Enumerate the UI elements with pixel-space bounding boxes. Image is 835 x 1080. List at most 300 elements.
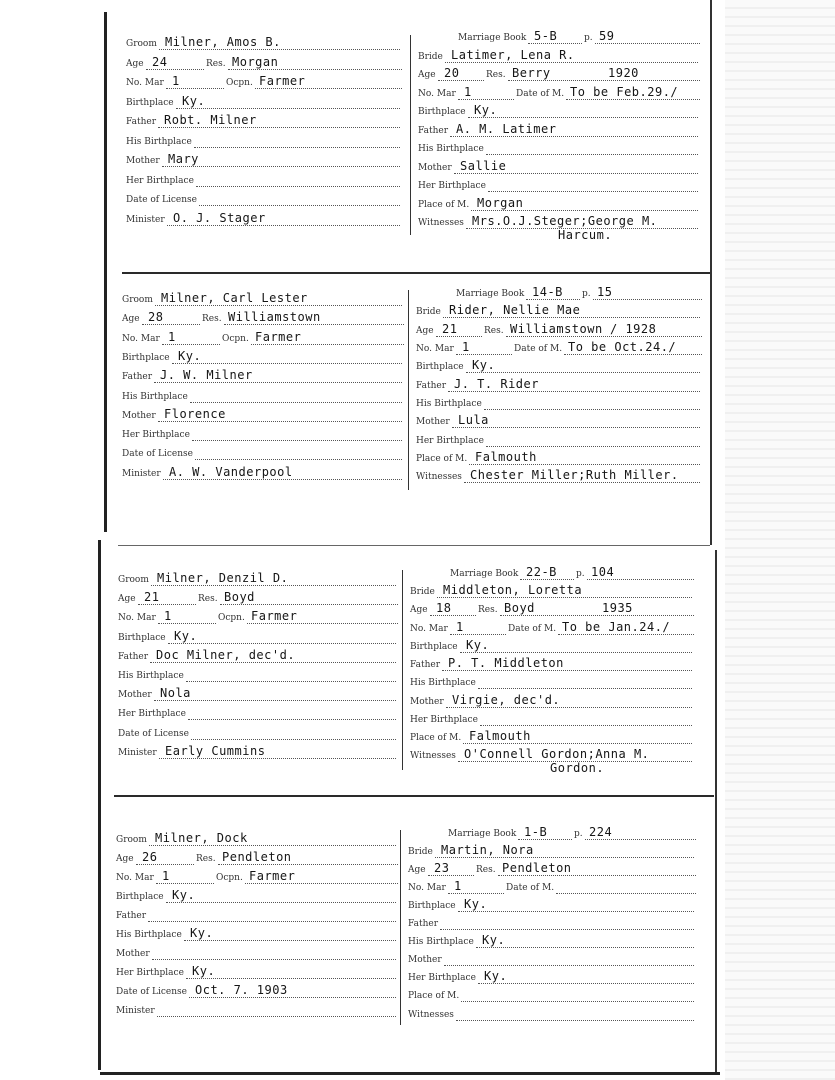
bride-name-row	[408, 844, 696, 860]
bride-father-line	[448, 391, 700, 392]
groom-father-label: Father	[126, 117, 157, 127]
bride-mother-label: Mother	[408, 955, 442, 966]
groom-res-value: Pendleton	[222, 850, 292, 864]
groom-occupation-label: Ocpn.	[216, 873, 243, 883]
bride-mother-row	[416, 414, 702, 430]
bride-mother-birthplace-label: Her Birthplace	[410, 714, 478, 725]
groom-father-value: Doc Milner, dec'd.	[156, 647, 296, 662]
marriage-book-label: Marriage Book	[448, 829, 517, 839]
marriage-book-page-line	[585, 839, 696, 840]
bride-age-value: 20	[444, 66, 460, 81]
bride-mother-label: Mother	[410, 696, 444, 707]
bride-birthplace-line	[466, 372, 700, 373]
bride-res-label: Res.	[476, 865, 496, 876]
groom-age-line	[136, 864, 194, 865]
date-of-marriage-line	[564, 354, 702, 355]
scan-margin-left	[0, 0, 104, 1080]
bride-age-value: 21	[442, 321, 458, 336]
groom-mother-birthplace-line	[192, 440, 402, 441]
bride-birthplace-value: Ky.	[472, 358, 496, 373]
groom-father-birthplace-row	[118, 668, 398, 684]
bride-age-row	[416, 323, 702, 339]
groom-name-row	[122, 292, 404, 308]
groom-mother-line	[154, 700, 396, 701]
groom-birthplace-row	[116, 889, 398, 905]
bride-birthplace-value: Ky.	[466, 637, 490, 652]
groom-birthplace-line	[168, 643, 396, 644]
date-of-license-row	[126, 192, 402, 208]
witnesses-label: Witnesses	[418, 218, 464, 229]
column-separator	[402, 570, 403, 770]
bride-birthplace-line	[458, 911, 694, 912]
groom-name-row	[116, 832, 398, 848]
groom-mother-label: Mother	[116, 949, 150, 959]
bride-mother-birthplace-row	[416, 433, 702, 449]
bride-birthplace-row	[418, 104, 700, 120]
place-of-marriage-label: Place of M.	[410, 733, 462, 744]
groom-no-mar-value: 1	[162, 869, 170, 883]
bride-father-value: A. M. Latimer	[456, 121, 557, 136]
groom-father-line	[150, 662, 396, 663]
bride-birthplace-value: Ky.	[474, 103, 498, 118]
date-of-marriage-label: Date of M.	[516, 88, 565, 99]
groom-no-mar-label: No. Mar	[122, 333, 160, 344]
place-of-marriage-line	[461, 1001, 694, 1002]
groom-no-mar-label: No. Mar	[116, 873, 154, 883]
date-of-license-line	[189, 997, 396, 998]
marriage-book-value: 5-B	[534, 29, 558, 43]
minister-value: Early Cummins	[165, 743, 266, 758]
column-separator	[400, 830, 401, 1025]
marriage-book-row	[418, 30, 700, 46]
groom-no-mar-row	[116, 870, 398, 886]
place-of-marriage-label: Place of M.	[418, 199, 470, 210]
column-separator	[410, 35, 411, 235]
bride-no-mar-value: 1	[464, 84, 472, 99]
groom-age-row	[122, 311, 404, 327]
groom-father-label: Father	[116, 911, 147, 921]
date-of-marriage-line	[556, 893, 696, 894]
bride-birthplace-line	[468, 117, 698, 118]
bride-age-line	[428, 875, 474, 876]
date-of-marriage-value: To be Feb.29./	[570, 84, 679, 99]
marriage-book-page-value: 15	[597, 285, 613, 299]
groom-mother-label: Mother	[126, 156, 160, 166]
card-edge-right-top	[710, 0, 712, 545]
bride-birthplace-label: Birthplace	[416, 362, 464, 373]
groom-birthplace-label: Birthplace	[122, 352, 170, 363]
witnesses-line	[456, 1020, 694, 1021]
groom-father-birthplace-label: His Birthplace	[122, 391, 188, 402]
groom-res-label: Res.	[206, 58, 226, 69]
groom-father-row	[116, 908, 398, 924]
groom-age-value: 21	[144, 590, 160, 605]
bride-name-value: Martin, Nora	[441, 843, 534, 858]
groom-birthplace-value: Ky.	[174, 628, 198, 643]
date-of-marriage-label: Date of M.	[514, 344, 563, 354]
place-of-marriage-row	[418, 197, 700, 213]
groom-father-birthplace-row	[122, 389, 404, 405]
groom-father-birthplace-line	[184, 940, 396, 941]
groom-mother-label: Mother	[122, 410, 156, 421]
groom-res-line	[220, 604, 398, 605]
minister-line	[167, 225, 400, 226]
bride-mother-value: Sallie	[460, 158, 507, 173]
bride-father-birthplace-line	[484, 409, 700, 410]
marriage-book-page-value: 104	[591, 565, 615, 579]
bride-mother-row	[408, 952, 696, 968]
groom-age-label: Age	[126, 58, 144, 69]
bride-father-birthplace-line	[486, 154, 698, 155]
bride-no-mar-value: 1	[462, 340, 470, 354]
bride-name-label: Bride	[416, 307, 441, 318]
witnesses-value: O'Connell Gordon;Anna M.	[464, 747, 650, 762]
bride-mother-label: Mother	[418, 162, 452, 173]
date-of-license-line	[199, 205, 400, 206]
groom-name-label: Groom	[116, 835, 147, 845]
bride-name-value: Latimer, Lena R.	[451, 47, 575, 62]
groom-res-line	[218, 864, 398, 865]
marriage-book-value: 22-B	[526, 565, 557, 579]
groom-name-value: Milner, Carl Lester	[161, 291, 308, 305]
minister-line	[159, 758, 396, 759]
witnesses-row	[408, 1007, 696, 1023]
bride-mother-label: Mother	[416, 417, 450, 428]
bride-name-row	[410, 584, 694, 600]
card-edge-left-top	[104, 12, 107, 532]
place-of-marriage-label: Place of M.	[416, 454, 468, 464]
bride-no-mar-line	[448, 893, 504, 894]
groom-birthplace-value: Ky.	[178, 348, 202, 363]
bride-mother-line	[454, 173, 698, 174]
groom-father-birthplace-label: His Birthplace	[126, 136, 192, 147]
witnesses-continued: Gordon.	[550, 760, 605, 775]
bride-father-row	[416, 378, 702, 394]
date-of-license-line	[195, 459, 402, 460]
bride-no-mar-label: No. Mar	[416, 344, 454, 354]
groom-mother-row	[126, 153, 402, 169]
bride-birthplace-row	[416, 359, 702, 375]
witnesses-line	[464, 482, 700, 483]
groom-father-row	[122, 369, 404, 385]
marriage-book-label: Marriage Book	[450, 569, 519, 579]
groom-name-line	[159, 49, 400, 50]
groom-father-birthplace-row	[126, 134, 402, 150]
bride-mother-line	[446, 707, 692, 708]
bride-age-row	[408, 862, 696, 878]
bride-birthplace-label: Birthplace	[410, 641, 458, 652]
bride-no-mar-row	[410, 621, 694, 637]
place-of-marriage-row	[408, 988, 696, 1004]
groom-name-line	[149, 845, 396, 846]
groom-mother-birthplace-label: Her Birthplace	[126, 175, 194, 186]
groom-birthplace-value: Ky.	[172, 888, 196, 902]
groom-res-line	[228, 69, 402, 70]
groom-age-value: 24	[152, 54, 168, 69]
bride-mother-birthplace-line	[488, 191, 698, 192]
groom-occupation-label: Ocpn.	[218, 613, 245, 624]
marriage-book-page-line	[593, 299, 702, 300]
groom-res-label: Res.	[198, 594, 218, 605]
bride-father-label: Father	[410, 660, 441, 671]
minister-value: O. J. Stager	[173, 210, 266, 225]
bride-mother-birthplace-line	[486, 446, 700, 447]
groom-father-line	[154, 382, 402, 383]
groom-birthplace-line	[166, 902, 396, 903]
marriage-book-row	[408, 826, 696, 842]
bride-age-row	[418, 67, 700, 83]
groom-mother-birthplace-row	[126, 173, 402, 189]
bride-age-value: 23	[434, 861, 450, 876]
place-of-marriage-value: Falmouth	[475, 450, 537, 464]
groom-occupation-value: Farmer	[259, 74, 306, 88]
groom-no-mar-line	[158, 623, 216, 624]
date-of-marriage-label: Date of M.	[508, 623, 557, 634]
groom-name-label: Groom	[122, 295, 153, 305]
date-of-license-label: Date of License	[116, 987, 187, 997]
groom-mother-value: Nola	[160, 686, 191, 701]
bride-father-birthplace-label: His Birthplace	[410, 678, 476, 689]
bride-no-mar-row	[418, 86, 700, 102]
bride-father-line	[442, 670, 692, 671]
bride-res-label: Res.	[478, 605, 498, 616]
groom-name-value: Milner, Amos B.	[165, 35, 281, 49]
groom-res-label: Res.	[202, 314, 222, 325]
bride-mother-line	[452, 427, 700, 428]
groom-birthplace-row	[122, 350, 404, 366]
card-edge-bottom	[100, 1072, 720, 1075]
bride-name-label: Bride	[408, 847, 433, 858]
bride-res-value: Berry	[512, 66, 551, 81]
bride-res-line	[506, 336, 702, 337]
groom-name-row	[126, 36, 402, 52]
minister-label: Minister	[126, 214, 165, 225]
record-divider	[118, 545, 710, 546]
bride-father-value: P. T. Middleton	[448, 656, 564, 671]
groom-res-value: Williamstown	[228, 310, 321, 325]
witnesses-label: Witnesses	[410, 751, 456, 762]
groom-mother-birthplace-row	[118, 706, 398, 722]
groom-father-row	[118, 649, 398, 665]
bride-name-line	[437, 597, 692, 598]
groom-age-line	[138, 604, 196, 605]
bride-res-line	[508, 80, 700, 81]
marriage-book-line	[518, 839, 572, 840]
groom-mother-row	[116, 946, 398, 962]
place-of-marriage-line	[469, 464, 700, 465]
minister-line	[157, 1016, 396, 1017]
groom-occupation-line	[247, 623, 398, 624]
groom-no-mar-row	[118, 610, 398, 626]
record-divider	[114, 795, 714, 797]
groom-birthplace-label: Birthplace	[116, 892, 164, 902]
bride-father-birthplace-label: His Birthplace	[416, 399, 482, 409]
bride-mother-birthplace-label: Her Birthplace	[418, 181, 486, 192]
groom-mother-label: Mother	[118, 690, 152, 701]
groom-father-value: Robt. Milner	[164, 113, 257, 127]
bride-no-mar-label: No. Mar	[418, 88, 456, 99]
groom-no-mar-row	[122, 331, 404, 347]
groom-age-value: 26	[142, 850, 158, 864]
bride-name-value: Rider, Nellie Mae	[449, 303, 581, 318]
bride-father-label: Father	[408, 919, 439, 930]
groom-mother-row	[118, 687, 398, 703]
groom-father-birthplace-row	[116, 927, 398, 943]
groom-father-label: Father	[122, 372, 153, 383]
place-of-marriage-label: Place of M.	[408, 991, 460, 1002]
bride-age-line	[430, 615, 476, 616]
minister-row	[116, 1003, 398, 1019]
place-of-marriage-row	[410, 730, 694, 746]
minister-row	[122, 466, 404, 482]
date-of-license-row	[122, 446, 404, 462]
marriage-book-page-label: p.	[576, 569, 585, 579]
bride-father-label: Father	[418, 125, 449, 136]
bride-no-mar-line	[450, 634, 506, 635]
groom-birthplace-row	[118, 630, 398, 646]
date-of-license-line	[191, 739, 396, 740]
marriage-book-value: 14-B	[532, 285, 563, 299]
bride-birthplace-value: Ky.	[464, 897, 488, 912]
groom-mother-birthplace-label: Her Birthplace	[118, 709, 186, 720]
groom-no-mar-value: 1	[172, 74, 180, 88]
groom-mother-birthplace-line	[186, 978, 396, 979]
marriage-book-row	[410, 566, 694, 582]
groom-age-row	[116, 851, 398, 867]
date-of-license-row	[118, 726, 398, 742]
minister-label: Minister	[122, 468, 161, 479]
groom-no-mar-line	[166, 88, 224, 89]
groom-mother-value: Florence	[164, 406, 226, 421]
bride-mother-birthplace-value: Ky.	[484, 969, 508, 984]
groom-mother-line	[152, 959, 396, 960]
marriage-book-page-value: 224	[589, 825, 613, 839]
record-year-value: / 1928	[610, 321, 657, 336]
groom-occupation-value: Farmer	[255, 329, 302, 344]
bride-mother-birthplace-row	[418, 178, 700, 194]
date-of-license-row	[116, 984, 398, 1000]
bride-age-line	[436, 336, 482, 337]
marriage-book-value: 1-B	[524, 825, 548, 839]
marriage-book-label: Marriage Book	[456, 289, 525, 299]
groom-age-line	[146, 69, 204, 70]
bride-mother-row	[418, 160, 700, 176]
card-edge-left-bottom	[98, 540, 101, 1070]
marriage-book-line	[520, 579, 574, 580]
groom-name-value: Milner, Denzil D.	[157, 571, 289, 585]
bride-birthplace-row	[410, 639, 694, 655]
bride-father-row	[408, 916, 696, 932]
marriage-book-page-line	[595, 43, 700, 44]
groom-mother-line	[158, 421, 402, 422]
bride-age-value: 18	[436, 601, 452, 616]
place-of-marriage-value: Morgan	[477, 195, 524, 210]
marriage-book-label: Marriage Book	[458, 33, 527, 43]
bride-name-row	[418, 49, 700, 65]
bride-age-label: Age	[416, 325, 434, 336]
record-year-value: 1920	[608, 66, 639, 81]
bride-res-line	[500, 615, 694, 616]
groom-occupation-line	[245, 883, 398, 884]
groom-age-label: Age	[116, 854, 134, 864]
bride-father-birthplace-line	[476, 947, 694, 948]
bride-res-value: Pendleton	[502, 861, 572, 876]
bride-res-line	[498, 875, 696, 876]
groom-father-birthplace-line	[194, 147, 400, 148]
bride-no-mar-value: 1	[456, 619, 464, 634]
groom-occupation-value: Farmer	[251, 609, 298, 624]
groom-no-mar-label: No. Mar	[118, 613, 156, 624]
marriage-book-line	[526, 299, 580, 300]
marriage-book-page-label: p.	[582, 289, 591, 299]
groom-birthplace-label: Birthplace	[118, 632, 166, 643]
groom-no-mar-value: 1	[164, 609, 172, 624]
bride-no-mar-row	[408, 880, 696, 896]
groom-father-row	[126, 114, 402, 130]
groom-name-value: Milner, Dock	[155, 831, 248, 845]
bride-father-birthplace-row	[408, 934, 696, 950]
bride-mother-line	[444, 965, 694, 966]
groom-age-row	[126, 56, 402, 72]
bride-father-birthplace-label: His Birthplace	[418, 144, 484, 155]
date-of-license-label: Date of License	[126, 195, 197, 205]
witnesses-continued: Harcum.	[558, 227, 613, 242]
marriage-book-page-line	[587, 579, 694, 580]
bride-mother-birthplace-row	[408, 970, 696, 986]
date-of-marriage-label: Date of M.	[506, 883, 555, 894]
bride-mother-value: Virgie, dec'd.	[452, 692, 561, 707]
marriage-book-line	[528, 43, 582, 44]
marriage-book-page-label: p.	[584, 33, 593, 43]
date-of-license-label: Date of License	[118, 728, 189, 739]
marriage-book-row	[416, 286, 702, 302]
bride-no-mar-line	[456, 354, 512, 355]
bride-birthplace-label: Birthplace	[408, 901, 456, 912]
bride-father-row	[418, 123, 700, 139]
groom-name-label: Groom	[126, 39, 157, 49]
groom-mother-birthplace-label: Her Birthplace	[122, 430, 190, 441]
groom-res-line	[224, 324, 404, 325]
bride-mother-birthplace-label: Her Birthplace	[408, 973, 476, 984]
bride-res-value: Boyd	[504, 601, 535, 616]
groom-age-row	[118, 591, 398, 607]
bride-father-label: Father	[416, 380, 447, 391]
minister-line	[163, 479, 402, 480]
groom-mother-line	[162, 166, 400, 167]
groom-occupation-label: Ocpn.	[222, 333, 249, 344]
bride-res-label: Res.	[484, 325, 504, 336]
minister-row	[126, 212, 402, 228]
groom-mother-birthplace-row	[116, 965, 398, 981]
bride-name-row	[416, 304, 702, 320]
groom-birthplace-line	[176, 108, 400, 109]
groom-father-birthplace-label: His Birthplace	[116, 930, 182, 940]
bride-father-row	[410, 657, 694, 673]
groom-occupation-line	[251, 344, 404, 345]
groom-no-mar-value: 1	[168, 329, 176, 344]
bride-res-label: Res.	[486, 70, 506, 81]
scan-margin-right	[725, 0, 835, 1080]
bride-father-birthplace-label: His Birthplace	[408, 937, 474, 948]
bride-mother-birthplace-label: Her Birthplace	[416, 435, 484, 446]
groom-name-line	[155, 305, 402, 306]
groom-birthplace-row	[126, 95, 402, 111]
date-of-marriage-value: To be Oct.24./	[568, 340, 677, 354]
card-edge-right-bottom	[715, 550, 717, 1075]
groom-no-mar-line	[156, 883, 214, 884]
record-divider	[122, 272, 710, 274]
groom-occupation-label: Ocpn.	[226, 78, 253, 88]
